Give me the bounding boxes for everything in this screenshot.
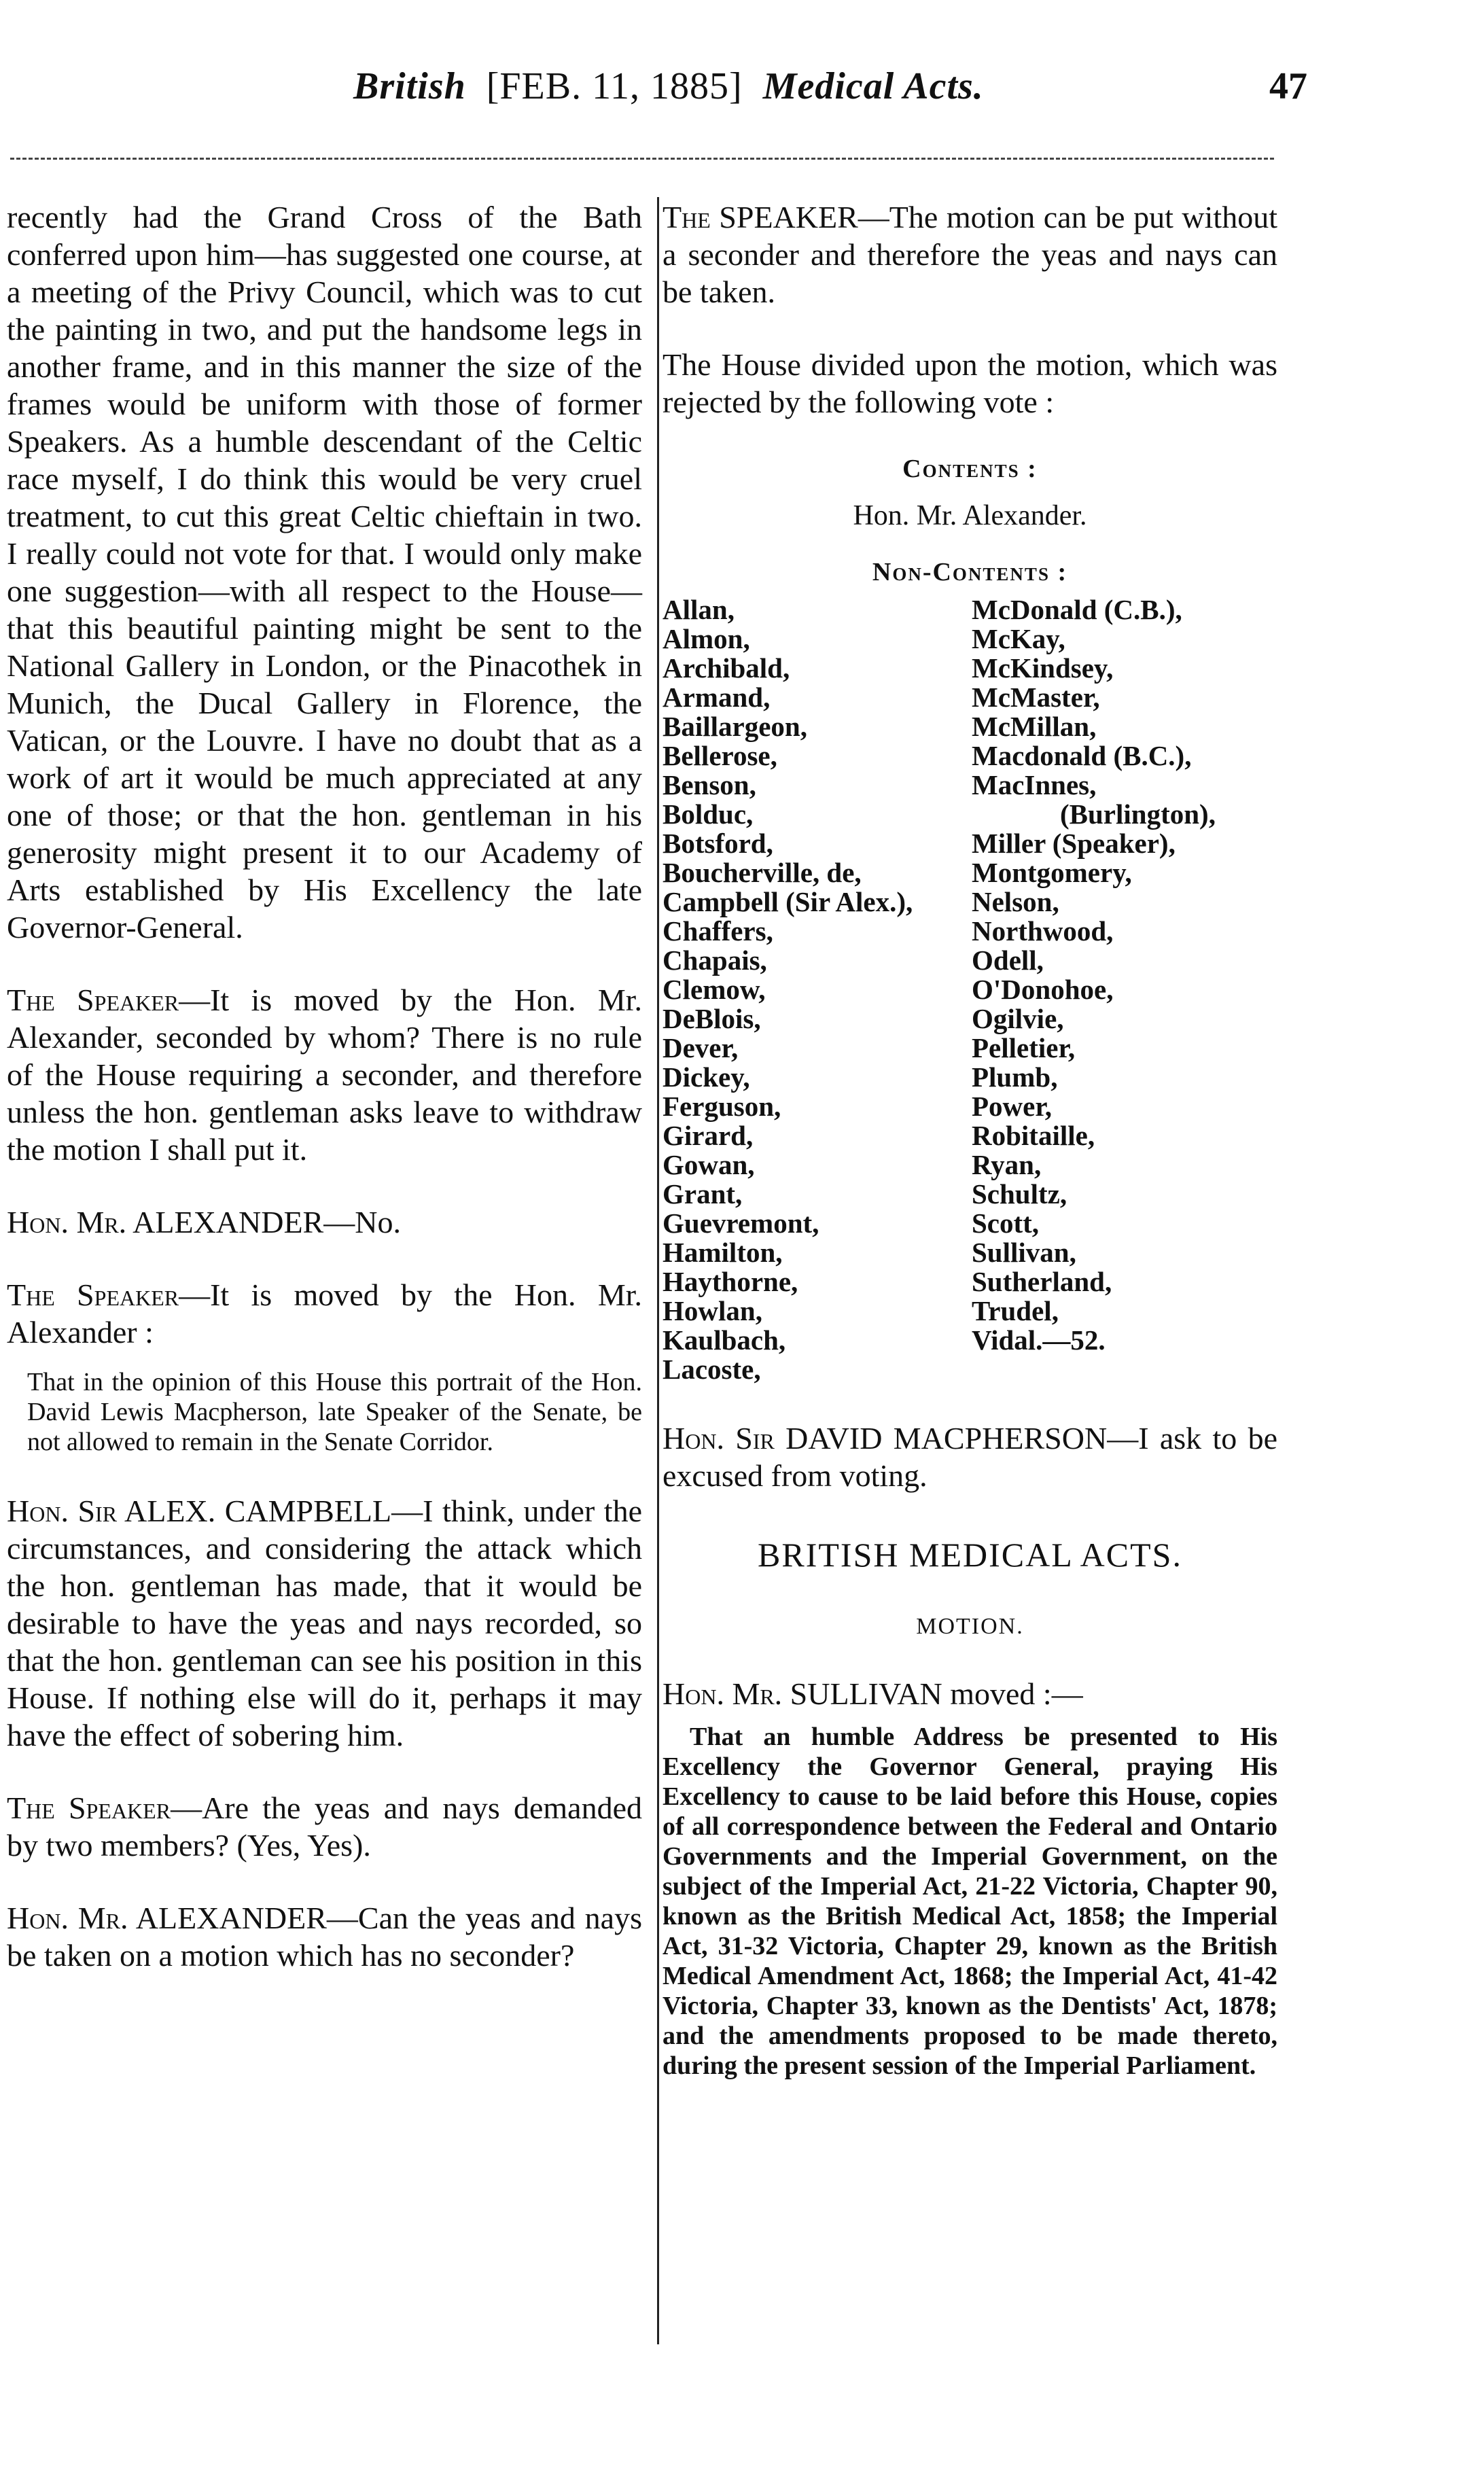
senator-name: Lacoste, <box>662 1354 761 1385</box>
senator-name: Miller (Speaker), <box>972 828 1176 859</box>
contents-heading: Contents : <box>902 455 1038 483</box>
senator-name: Northwood, <box>972 915 1114 947</box>
right-paragraph-3 <box>662 1420 1277 1494</box>
senator-name: Dickey, <box>662 1061 750 1093</box>
speech-text: —It is moved by the Hon. Mr. Alexander : <box>7 1277 643 1350</box>
motion-text: That an humble Address be presented to His Excellency the Governor General, praying His Excellency to cause to be laid before this House, copies of all correspondence between the Federal and Ontario Governments and the Imperial Government, on the subject of the Imperial Act, 21-22 Victoria, Chapter 90, known as the British Medical Act, 1858; the Imperial Act, 31-32 Victoria, Chapter 29, known as the British Medical Amendment Act, 1868; the Imperial Act, 41-42 Victoria, Chapter 33, known as the Dentists' Act, 1878; and the amendments proposed to be made thereto, during the present session of the Imperial Parliament. <box>662 1723 1277 2080</box>
speaker-name: Hon. Mr. ALEXANDER <box>7 1205 324 1239</box>
senator-name: Benson, <box>662 769 756 800</box>
senator-name: Bolduc, <box>662 798 754 830</box>
senator-name: Power, <box>972 1091 1053 1122</box>
header-left-title: British <box>353 65 466 107</box>
senator-name: Haythorne, <box>662 1266 798 1297</box>
right-paragraph-2: The House divided upon the motion, which was rejected by the following vote : <box>662 347 1277 419</box>
senator-name: McMillan, <box>972 711 1097 742</box>
senator-name: Dever, <box>662 1032 739 1063</box>
senator-name: Gowan, <box>662 1149 755 1180</box>
senator-name: Montgomery, <box>972 857 1132 888</box>
senator-name: Archibald, <box>662 652 790 684</box>
senator-name: Vidal.—52. <box>972 1324 1106 1356</box>
non-contents-heading: Non-Contents : <box>872 558 1068 586</box>
senator-name: Robitaille, <box>972 1120 1095 1151</box>
speech-text: —I ask to be excused from voting. <box>662 1421 1277 1493</box>
senator-name: Boucherville, de, <box>662 857 862 888</box>
page-number: 47 <box>1269 65 1307 107</box>
left-paragraph-6 <box>7 1789 642 1864</box>
senator-name: Pelletier, <box>972 1032 1076 1063</box>
contents-names: Hon. Mr. Alexander. <box>853 500 1087 531</box>
senator-name: McMaster, <box>972 682 1100 713</box>
speaker-name: Hon. Mr. ALEXANDER <box>7 1901 327 1935</box>
senator-name: McDonald (C.B.), <box>972 594 1182 625</box>
senator-name: Allan, <box>662 594 735 625</box>
left-paragraph-3 <box>7 1203 642 1241</box>
left-column <box>7 198 642 1974</box>
speaker-name: The Speaker <box>7 1277 179 1312</box>
senator-name: Odell, <box>972 945 1044 976</box>
right-column <box>662 198 1277 2081</box>
senator-name: Nelson, <box>972 886 1059 917</box>
senator-name: Baillargeon, <box>662 711 807 742</box>
senator-name: Bellerose, <box>662 740 777 771</box>
senator-name: Trudel, <box>972 1295 1059 1326</box>
speech-text: —No. <box>323 1205 401 1239</box>
speech-text: —I think, under the circumstances, and considering the attack which the hon. gentleman has made, that it would be desirable to have the yeas and nays recorded, so that the hon. gentleman can see his position in this House. If nothing else will do it, perhaps it may have the effect of sobering him. <box>7 1494 643 1752</box>
left-paragraph-5 <box>7 1492 642 1754</box>
column-divider <box>657 197 659 2344</box>
right-paragraph-4 <box>662 1675 1277 1712</box>
senator-name: McKindsey, <box>972 652 1114 684</box>
header-right-title: Medical Acts. <box>762 65 984 107</box>
senator-name: Clemow, <box>662 974 766 1005</box>
speaker-name: Hon. Mr. SULLIVAN <box>662 1676 942 1711</box>
left-paragraph-2 <box>7 981 642 1168</box>
senator-name <box>972 1355 1277 1384</box>
senator-name: Guevremont, <box>662 1207 819 1239</box>
left-paragraph-1: recently had the Grand Cross of the Bath conferred upon him—has suggested one course, at a meeting of the Privy Council, which was to cut the painting in two, and put the handsome legs in another frame, and in this manner the size of the frames would be uniform with those of former Speakers. As a humble descendant of the Celtic race myself, I do think this would be very cruel treatment, to cut this great Celtic chieftain in two. I really could not vote for that. I would only make one suggestion—with all respect to the House—that this beautiful painting might be sent to the National Gallery in London, or the Pinacothek in Munich, the Ducal Gallery in Florence, the Vatican, or the Louvre. I have no doubt that as a work of art it would be much appreciated at any one of those; or that the hon. gentleman in his generosity might present it to our Academy of Arts established by His Excellency the late Governor-General. <box>7 200 642 945</box>
page-header <box>0 65 1484 126</box>
senator-name: Hamilton, <box>662 1237 783 1268</box>
senator-name: Botsford, <box>662 828 773 859</box>
speech-text: —Are the yeas and nays demanded by two members? (Yes, Yes). <box>7 1791 643 1863</box>
senator-name: DeBlois, <box>662 1003 761 1034</box>
speaker-name: Hon. Sir DAVID MACPHERSON <box>662 1421 1108 1456</box>
motion-quote: That in the opinion of this House this portrait of the Hon. David Lewis Macpherson, late Speaker of the Senate, be not allowed to remain in the Senate Corridor. <box>27 1368 642 1456</box>
senator-name: Howlan, <box>662 1295 762 1326</box>
senator-name: Ferguson, <box>662 1091 781 1122</box>
speaker-name: Hon. Sir ALEX. CAMPBELL <box>7 1494 392 1528</box>
senator-name: Kaulbach, <box>662 1324 786 1356</box>
senator-name: (Burlington), <box>1060 798 1216 830</box>
senator-name: Schultz, <box>972 1178 1067 1210</box>
speech-text: moved :— <box>942 1676 1083 1711</box>
speech-text: —The motion can be put without a seconder and therefore the yeas and nays can be taken. <box>662 200 1277 309</box>
speaker-name: The Speaker <box>7 983 179 1017</box>
senator-name: Sullivan, <box>972 1237 1076 1268</box>
senator-name: Scott, <box>972 1207 1040 1239</box>
left-paragraph-7 <box>7 1899 642 1974</box>
senator-name: Armand, <box>662 682 771 713</box>
left-paragraph-4 <box>7 1276 642 1351</box>
senator-name: Almon, <box>662 623 750 654</box>
speech-text: —Can the yeas and nays be taken on a motion which has no seconder? <box>7 1901 642 1973</box>
senator-name: Chaffers, <box>662 915 773 947</box>
senator-name: Ryan, <box>972 1149 1042 1180</box>
senator-name: Campbell (Sir Alex.), <box>662 886 913 917</box>
senator-name: O'Donohoe, <box>972 974 1114 1005</box>
senator-name: Plumb, <box>972 1061 1058 1093</box>
section-subtitle: MOTION. <box>916 1614 1024 1639</box>
right-paragraph-1 <box>662 198 1277 311</box>
header-rule <box>10 158 1274 160</box>
speaker-name: The Speaker <box>7 1791 171 1825</box>
speaker-name: The SPEAKER <box>662 200 858 234</box>
senator-name: MacInnes, <box>972 769 1097 800</box>
senator-name: McKay, <box>972 623 1065 654</box>
senator-name: Ogilvie, <box>972 1003 1064 1034</box>
speech-text: —It is moved by the Hon. Mr. Alexander, seconded by whom? There is no rule of the House requiring a seconder, and therefore unless the hon. gentleman asks leave to withdraw the motion I shall put it. <box>7 983 643 1167</box>
non-contents-list <box>662 595 1277 1384</box>
senator-name: Grant, <box>662 1178 743 1210</box>
running-title <box>353 65 984 108</box>
senator-name: Girard, <box>662 1120 754 1151</box>
section-title: BRITISH MEDICAL ACTS. <box>758 1536 1182 1574</box>
senator-name: Chapais, <box>662 945 767 976</box>
senator-name: Sutherland, <box>972 1266 1112 1297</box>
header-date: [FEB. 11, 1885] <box>486 65 743 107</box>
senator-name: Macdonald (B.C.), <box>972 740 1192 771</box>
